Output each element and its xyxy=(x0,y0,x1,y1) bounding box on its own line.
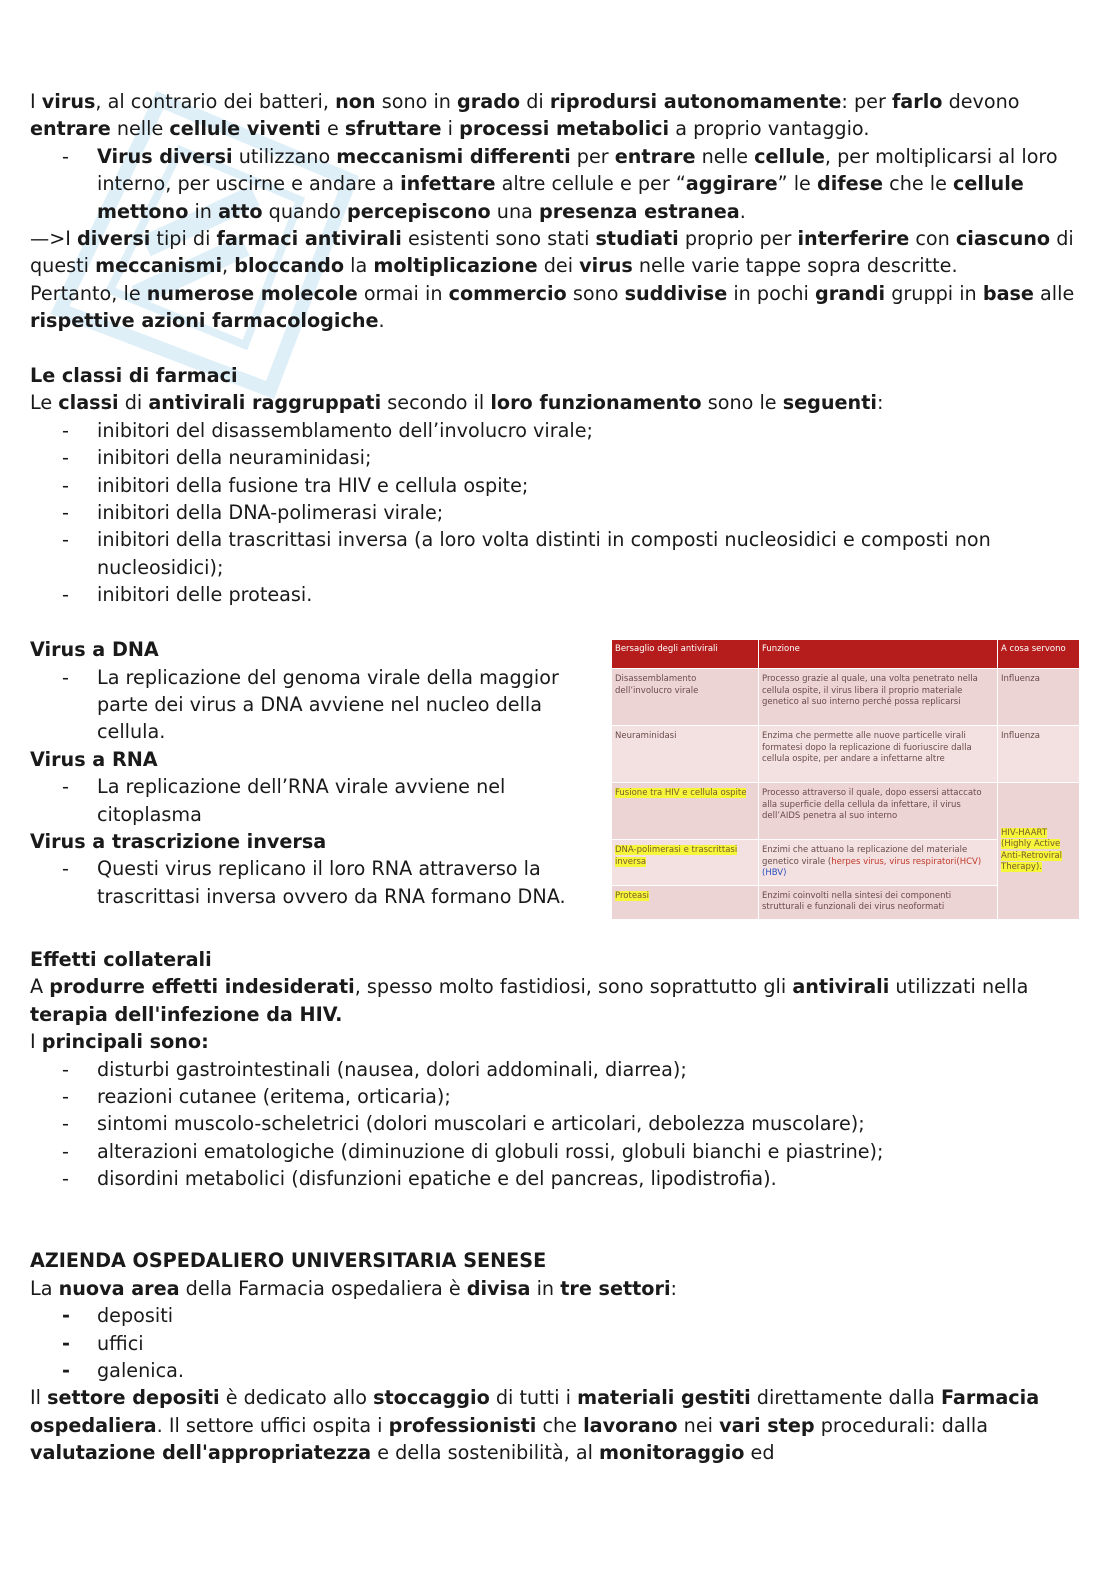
table-cell-function: Enzima che permette alle nuove particelle virali formatesi dopo la replicazione di fuoriuscire dalla cellula ospite, per andare a infettarne altre xyxy=(759,726,998,783)
virus-rt-heading: Virus a trascrizione inversa xyxy=(30,829,327,853)
intro-bullet-list xyxy=(30,143,1090,225)
classes-list-item: - inibitori della fusione tra HIV e cellula ospite; xyxy=(30,472,1090,499)
classes-list-item: - inibitori della neuraminidasi; xyxy=(30,444,1090,471)
side-effects-item: - reazioni cutanee (eritema, orticaria); xyxy=(30,1083,1090,1110)
table-cell-target: Fusione tra HIV e cellula ospite xyxy=(612,783,759,840)
classes-heading: Le classi di farmaci xyxy=(30,364,238,388)
side-effects-lead: I principali sono: xyxy=(30,1030,209,1054)
hospital-paragraph: Il settore depositi è dedicato allo stoccaggio di tutti i materiali gestiti direttamente dalla Farmacia ospedaliera. Il settore uffici ospita i professionisti che lavorano nei vari step procedurali: dalla valutazione dell'appropriatezza e della sostenibilità, al monitoraggio ed xyxy=(30,1386,1040,1465)
side-effects-item: - disordini metabolici (disfunzioni epatiche e del pancreas, lipodistrofia). xyxy=(30,1165,1090,1192)
virus-dna-list xyxy=(30,664,600,746)
table-cell-function: Enzimi che attuano la replicazione del materiale genetico virale (herpes virus, virus respiratori(HCV) (HBV) xyxy=(759,840,998,886)
table-cell-function: Processo grazie al quale, una volta penetrato nella cellula ospite, il virus libera il proprio materiale genetico al suo interno perché possa replicarsi xyxy=(759,669,998,726)
side-effects-intro: A produrre effetti indesiderati, spesso molto fastidiosi, sono soprattutto gli antivirali utilizzati nella terapia dell'infezione da HIV. xyxy=(30,975,1029,1026)
classes-list-item: - inibitori della DNA-polimerasi virale; xyxy=(30,499,1090,526)
hospital-heading: AZIENDA OSPEDALIERO UNIVERSITARIA SENESE xyxy=(30,1249,547,1273)
side-effects-item: - alterazioni ematologiche (diminuzione di globuli rossi, globuli bianchi e piastrine); xyxy=(30,1138,1090,1165)
hospital-intro: La nuova area della Farmacia ospedaliera è divisa in tre settori: xyxy=(30,1276,677,1300)
table-row xyxy=(612,783,1080,840)
virus-rna-text: - La replicazione dell’RNA virale avviene nel citoplasma xyxy=(30,773,600,828)
table-cell-use: HIV-HAART (Highly Active Anti-Retroviral Therapy). xyxy=(998,783,1080,919)
table-cell-target: Proteasi xyxy=(612,885,759,919)
table-row xyxy=(612,726,1080,783)
classes-intro: Le classi di antivirali raggruppati secondo il loro funzionamento sono le seguenti: xyxy=(30,391,884,415)
virus-types-section xyxy=(30,636,1090,919)
table-cell-target: Disassemblamento dell’involucro virale xyxy=(612,669,759,726)
virus-rna-heading: Virus a RNA xyxy=(30,747,158,771)
classes-list-item: - inibitori del disassemblamento dell’involucro virale; xyxy=(30,417,1090,444)
virus-rna-list xyxy=(30,773,600,828)
table-cell-function: Processo attraverso il quale, dopo essersi attaccato alla superficie della cellula da infettare, il virus dell’AIDS penetra al suo interno xyxy=(759,783,998,840)
table-header-use: A cosa servono xyxy=(998,640,1080,669)
intro-paragraph-2: —>I diversi tipi di farmaci antivirali esistenti sono stati studiati proprio per interferire con ciascuno di questi meccanismi, bloccando la moltiplicazione dei virus nelle varie tappe sopra descritte. xyxy=(30,227,1074,278)
hospital-sector-item: - galenica. xyxy=(30,1357,1090,1384)
table-row xyxy=(612,669,1080,726)
side-effects-item: - disturbi gastrointestinali (nausea, dolori addominali, diarrea); xyxy=(30,1056,1090,1083)
hospital-sector-item: - uffici xyxy=(30,1330,1090,1357)
table-header-target: Bersaglio degli antivirali xyxy=(612,640,759,669)
table-cell-use: Influenza xyxy=(998,726,1080,783)
antiviral-table-figure xyxy=(612,640,1080,919)
table-cell-use: Influenza xyxy=(998,669,1080,726)
classes-list-item: - inibitori della trascrittasi inversa (a loro volta distinti in composti nucleosidici e composti non nucleosidici); xyxy=(30,526,1090,581)
virus-rt-list xyxy=(30,855,600,910)
virus-dna-heading: Virus a DNA xyxy=(30,638,159,662)
classes-list xyxy=(30,417,1090,609)
table-cell-target: DNA-polimerasi e trascrittasi inversa xyxy=(612,840,759,886)
table-cell-function: Enzimi coinvolti nella sintesi dei componenti strutturali e funzionali dei virus neoformati xyxy=(759,885,998,919)
intro-bullet: - Virus diversi utilizzano meccanismi differenti per entrare nelle cellule, per moltiplicarsi al loro interno, per uscirne e andare a infettare altre cellule e per “aggirare” le difese che le cellule mettono in atto quando percepiscono una presenza estranea. xyxy=(30,143,1090,225)
side-effects-list xyxy=(30,1056,1090,1193)
intro-paragraph-1: I virus, al contrario dei batteri, non sono in grado di riprodursi autonomamente: per farlo devono entrare nelle cellule viventi e sfruttare i processi metabolici a proprio vantaggio. xyxy=(30,90,1020,141)
hospital-sector-item: - depositi xyxy=(30,1302,1090,1329)
virus-rt-text: - Questi virus replicano il loro RNA attraverso la trascrittasi inversa ovvero da RNA formano DNA. xyxy=(30,855,600,910)
virus-types-text xyxy=(30,636,600,910)
antiviral-table xyxy=(612,640,1080,919)
table-cell-target: Neuraminidasi xyxy=(612,726,759,783)
hospital-sectors-list xyxy=(30,1302,1090,1384)
intro-paragraph-3: Pertanto, le numerose molecole ormai in commercio sono suddivise in pochi grandi gruppi in base alle rispettive azioni farmacologiche. xyxy=(30,281,1075,333)
side-effects-item: - sintomi muscolo-scheletrici (dolori muscolari e articolari, debolezza muscolare); xyxy=(30,1110,1090,1137)
document-page xyxy=(30,88,1090,1467)
virus-dna-text: - La replicazione del genoma virale della maggior parte dei virus a DNA avviene nel nucleo della cellula. xyxy=(30,664,600,746)
table-header-function: Funzione xyxy=(759,640,998,669)
side-effects-heading: Effetti collaterali xyxy=(30,947,212,971)
classes-list-item: - inibitori delle proteasi. xyxy=(30,581,1090,608)
